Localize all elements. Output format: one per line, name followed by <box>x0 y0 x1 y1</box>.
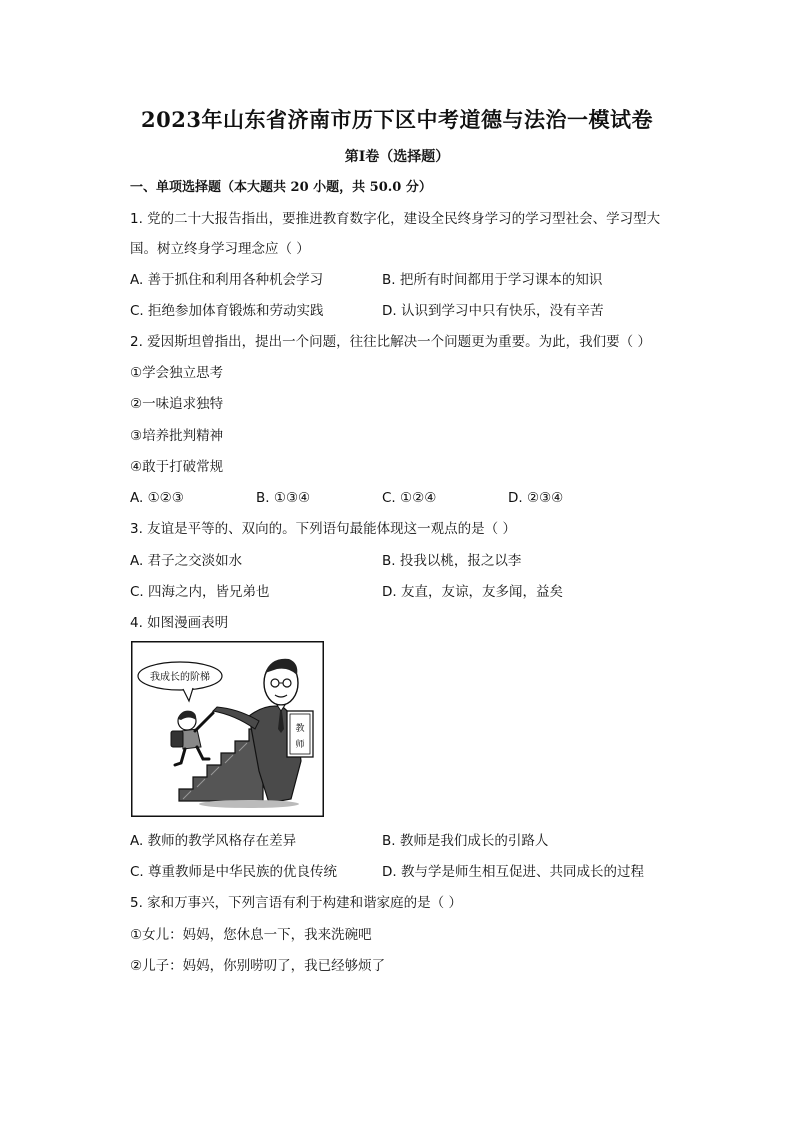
q1-option-b: B. 把所有时间都用于学习课本的知识 <box>382 272 603 288</box>
q2-item-2: ②一味追求独特 <box>130 396 224 412</box>
speech-bubble-text: 我成长的阶梯 <box>150 672 210 683</box>
q1-option-a: A. 善于抓住和利用各种机会学习 <box>130 272 324 288</box>
q2-stem: 2. 爱因斯坦曾指出，提出一个问题，往往比解决一个问题更为重要。为此，我们要（ ） <box>130 334 651 350</box>
volume-title: 第Ⅰ卷（选择题） <box>344 149 450 165</box>
teacher-ladder-cartoon <box>131 641 324 817</box>
q1-stem-line2: 国。树立终身学习理念应（ ） <box>130 241 310 257</box>
q2-option-d: D. ②③④ <box>508 490 564 506</box>
exam-title: 2023年山东省济南市历下区中考道德与法治一模试卷 <box>141 107 653 132</box>
q1-option-d: D. 认识到学习中只有快乐，没有辛苦 <box>382 303 604 319</box>
q4-stem: 4. 如图漫画表明 <box>130 615 229 631</box>
q5-item-2: ②儿子：妈妈，你别唠叨了，我已经够烦了 <box>130 958 386 974</box>
q4-option-d: D. 教与学是师生相互促进、共同成长的过程 <box>382 864 644 880</box>
q2-option-b: B. ①③④ <box>256 490 311 506</box>
q2-item-1: ①学会独立思考 <box>130 365 224 381</box>
q3-option-b: B. 投我以桃，报之以李 <box>382 553 522 569</box>
section-heading: 一、单项选择题（本大题共 20 小题，共 50.0 分） <box>130 180 432 195</box>
q1-option-c: C. 拒绝参加体育锻炼和劳动实践 <box>130 303 324 319</box>
backpack-icon <box>171 731 183 747</box>
book-text-2: 师 <box>295 740 305 750</box>
q3-option-a: A. 君子之交淡如水 <box>130 553 243 569</box>
q2-option-c: C. ①②④ <box>382 490 437 506</box>
q4-option-c: C. 尊重教师是中华民族的优良传统 <box>130 864 338 880</box>
q2-option-a: A. ①②③ <box>130 490 184 506</box>
q4-option-a: A. 教师的教学风格存在差异 <box>130 833 297 849</box>
q5-stem: 5. 家和万事兴，下列言语有利于构建和谐家庭的是（ ） <box>130 895 462 911</box>
book-icon <box>287 711 313 757</box>
q3-stem: 3. 友谊是平等的、双向的。下列语句最能体现这一观点的是（ ） <box>130 521 516 537</box>
q2-item-4: ④敢于打破常规 <box>130 459 224 475</box>
q2-item-3: ③培养批判精神 <box>130 428 224 444</box>
q3-option-c: C. 四海之内，皆兄弟也 <box>130 584 270 600</box>
q4-option-b: B. 教师是我们成长的引路人 <box>382 833 549 849</box>
q3-option-d: D. 友直，友谅，友多闻，益矣 <box>382 584 563 600</box>
q5-item-1: ①女儿：妈妈，您休息一下，我来洗碗吧 <box>130 927 372 943</box>
book-text-1: 教 <box>295 724 305 734</box>
q1-stem-line1: 1. 党的二十大报告指出，要推进教育数字化，建设全民终身学习的学习型社会、学习型大 <box>130 211 661 227</box>
